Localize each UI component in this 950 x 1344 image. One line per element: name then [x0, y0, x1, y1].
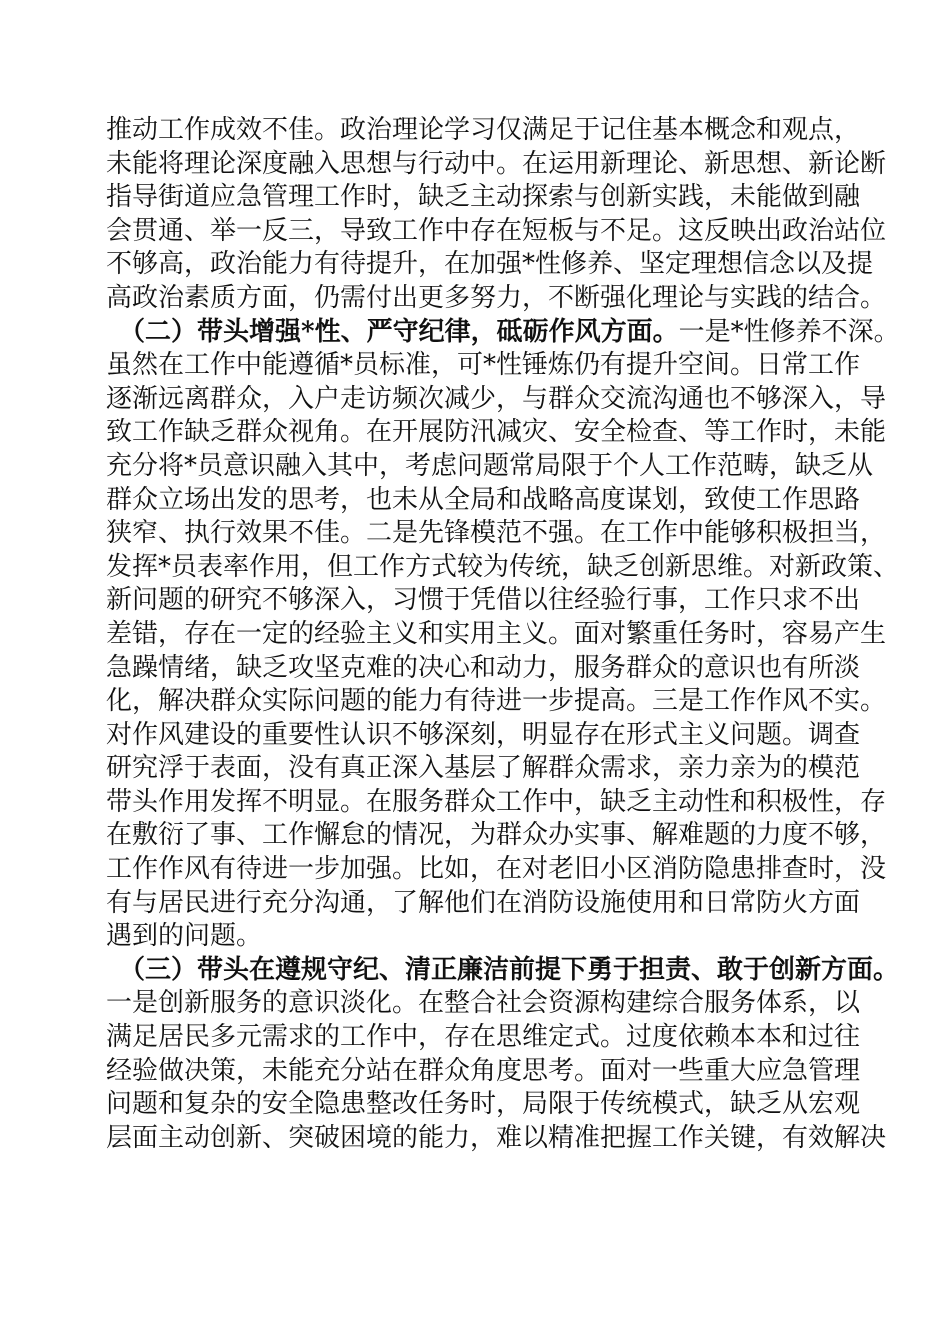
paragraph-3: [106, 954, 900, 1156]
text-line: 不够高，政治能力有待提升，在加强*性修养、坚定理想信念以及提: [106, 249, 874, 280]
text-line: 满足居民多元需求的工作中，存在思维定式。过度依赖本本和过往: [106, 1022, 861, 1053]
text-line: 有与居民进行充分沟通，了解他们在消防设施使用和日常防火方面: [106, 887, 861, 918]
text-line: 充分将*员意识融入其中，考虑问题常局限于个人工作范畴，缺乏从: [106, 450, 874, 481]
text-line: 工作作风有待进一步加强。比如，在对老旧小区消防隐患排查时，没: [106, 854, 887, 885]
text-line: 经验做决策，未能充分站在群众角度思考。面对一些重大应急管理: [106, 1055, 861, 1086]
text-line: 群众立场出发的思考，也未从全局和战略高度谋划，致使工作思路: [106, 484, 861, 515]
text-line: 高政治素质方面，仍需付出更多努力，不断强化理论与实践的结合。: [106, 282, 887, 313]
text-line: 虽然在工作中能遵循*员标准，可*性锤炼仍有提升空间。日常工作: [106, 350, 861, 381]
section-heading-3: （三）带头在遵规守纪、清正廉洁前提下勇于担责、敢于创新方面。: [119, 954, 900, 985]
paragraph-1: [106, 114, 887, 316]
text-line: 问题和复杂的安全隐患整改任务时，局限于传统模式，缺乏从宏观: [106, 1089, 861, 1120]
text-line: 未能将理论深度融入思想与行动中。在运用新理论、新思想、新论断: [106, 148, 887, 179]
text-line: 指导街道应急管理工作时，缺乏主动探索与创新实践，未能做到融: [106, 182, 861, 213]
text-line: 化，解决群众实际问题的能力有待进一步提高。三是工作作风不实。: [106, 686, 887, 717]
text-line: 研究浮于表面，没有真正深入基层了解群众需求，亲力亲为的模范: [106, 753, 861, 784]
text-line: 会贯通、举一反三，导致工作中存在短板与不足。这反映出政治站位: [106, 215, 887, 246]
section-heading-2: （二）带头增强*性、严守纪律，砥砺作风方面。: [119, 316, 679, 347]
text-line: 对作风建设的重要性认识不够深刻，明显存在形式主义问题。调查: [106, 719, 861, 750]
text-line: 逐渐远离群众，入户走访频次减少，与群众交流沟通也不够深入，导: [106, 383, 887, 414]
text-line: 带头作用发挥不明显。在服务群众工作中，缺乏主动性和积极性，存: [106, 786, 887, 817]
text-line: [106, 316, 900, 350]
text-line: 推动工作成效不佳。政治理论学习仅满足于记住基本概念和观点，: [106, 115, 861, 145]
text-line: 新问题的研究不够深入，习惯于凭借以往经验行事，工作只求不出: [106, 585, 861, 616]
text-line: 狭窄、执行效果不佳。二是先锋模范不强。在工作中能够积极担当，: [106, 518, 887, 549]
text-line: [106, 954, 900, 988]
text-line: 层面主动创新、突破困境的能力，难以精准把握工作关键，有效解决: [106, 1122, 887, 1153]
heading-continuation: 一是*性修养不深。: [678, 316, 900, 347]
document-body: [106, 114, 900, 1155]
text-line: 致工作缺乏群众视角。在开展防汛减灾、安全检查、等工作时，未能: [106, 417, 887, 448]
text-line: 一是创新服务的意识淡化。在整合社会资源构建综合服务体系，以: [106, 988, 861, 1019]
text-line: 遇到的问题。: [106, 921, 263, 952]
text-line: 发挥*员表率作用，但工作方式较为传统，缺乏创新思维。对新政策、: [106, 551, 900, 582]
text-line: 差错，存在一定的经验主义和实用主义。面对繁重任务时，容易产生: [106, 618, 887, 649]
text-line: 在敷衍了事、工作懈怠的情况，为群众办实事、解难题的力度不够，: [106, 820, 887, 851]
text-line: 急躁情绪，缺乏攻坚克难的决心和动力，服务群众的意识也有所淡: [106, 652, 861, 683]
paragraph-2: [106, 316, 900, 954]
